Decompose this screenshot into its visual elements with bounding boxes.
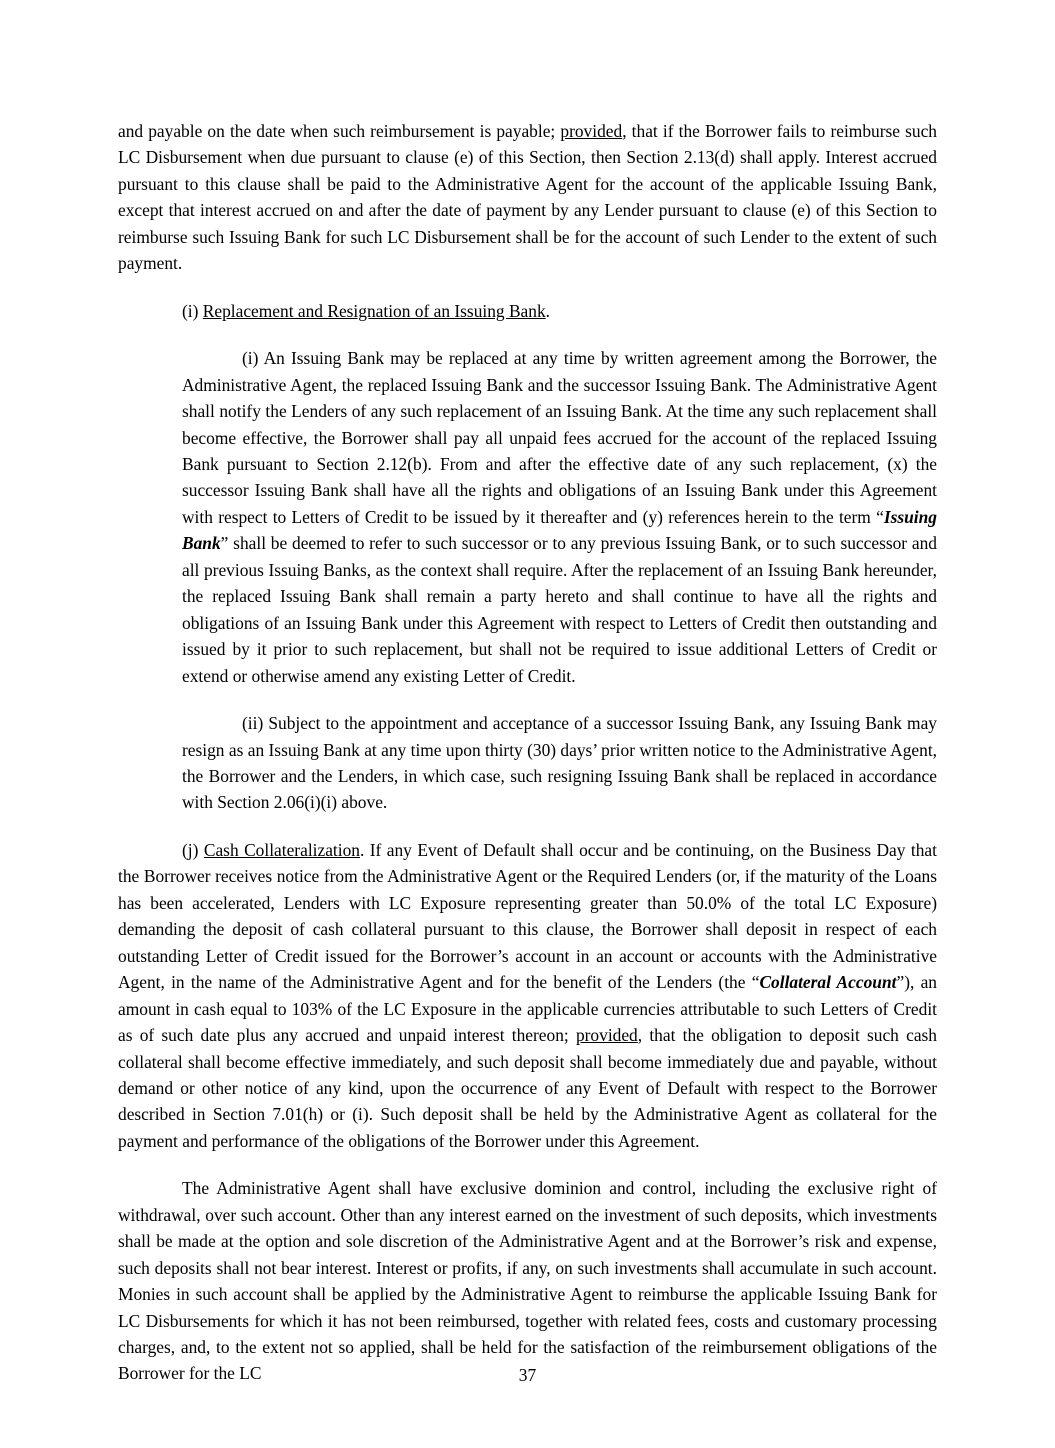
- clause-j-marker: (j): [182, 839, 204, 860]
- clause-i-sub-i-part1: (i) An Issuing Bank may be replaced at any time by written agreement among the Borrower, the Administrative Agent, the replaced Issuing Bank and the successor Issuing Bank. The Administrative Agent shall notify the Lenders of any such replacement of an Issuing Bank. At the time any such replacement shall become effective, the Borrower shall pay all unpaid fees accrued for the account of the replaced Issuing Bank pursuant to Section 2.12(b). From and after the effective date of any such replacement, (x) the successor Issuing Bank shall have all the rights and obligations of an Issuing Bank under this Agreement with respect to Letters of Credit to be issued by it thereafter and (y) references herein to the term “: [182, 348, 937, 527]
- clause-i-marker: (i): [182, 300, 203, 321]
- clause-j-part2: ”), an amount in cash equal to 103% of the LC Exposure in the applicable currencies attributable to such Letters of Credit as of such date plus any accrued and unpaid interest thereon;: [118, 972, 937, 1046]
- continuation-text-part1: and payable on the date when such reimbursement is payable;: [118, 121, 561, 141]
- paragraph-dominion-and-control: [118, 1175, 937, 1387]
- clause-j-title: Cash Collateralization: [203, 839, 360, 860]
- paragraph-continuation: [118, 118, 937, 277]
- clause-j-paragraph: [118, 837, 937, 1154]
- clause-i-trailing: .: [545, 300, 551, 321]
- clause-i-heading: [182, 298, 937, 324]
- clause-i-title: Replacement and Resignation of an Issuing Bank: [202, 300, 546, 321]
- clause-i-sub-ii-text: (ii) Subject to the appointment and acceptance of a successor Issuing Bank, any Issuing Bank may resign as an Issuing Bank at any time upon thirty (30) days’ prior written notice to the Administrative Agent, the Borrower and the Lenders, in which case, such resigning Issuing Bank shall be replaced in accordance with Section 2.06(i)(i) above.: [182, 713, 937, 813]
- clause-i-subclause-i: [182, 345, 937, 689]
- continuation-text-part2: , that if the Borrower fails to reimburse such LC Disbursement when due pursuant to clause (e) of this Section, then Section 2.13(d) shall apply. Interest accrued pursuant to this clause shall be paid to the Administrative Agent for the account of the applicable Issuing Bank, except that interest accrued on and after the date of payment by any Lender pursuant to clause (e) of this Section to reimburse such Issuing Bank for such LC Disbursement shall be for the account of such Lender to the extent of such payment.: [118, 121, 937, 274]
- defined-term-collateral-account: Collateral Account: [759, 972, 897, 993]
- document-body: [118, 118, 937, 1387]
- provided-underlined: provided: [560, 121, 623, 141]
- page-number: 37: [518, 1364, 537, 1385]
- clause-j-part3: , that the obligation to deposit such cash collateral shall become effective immediately, and such deposit shall become immediately due and payable, without demand or other notice of any kind, upon the occurrence of any Event of Default with respect to the Borrower described in Section 7.01(h) or (i). Such deposit shall be held by the Administrative Agent as collateral for the payment and performance of the obligations of the Borrower under this Agreement.: [118, 1025, 937, 1151]
- clause-j-part1: . If any Event of Default shall occur and be continuing, on the Business Day that the Borrower receives notice from the Administrative Agent or the Required Lenders (or, if the maturity of the Loans has been accelerated, Lenders with LC Exposure representing greater than 50.0% of the total LC Exposure) demanding the deposit of cash collateral pursuant to this clause, the Borrower shall deposit in respect of each outstanding Letter of Credit issued for the Borrower’s account in an account or accounts with the Administrative Agent, in the name of the Administrative Agent and for the benefit of the Lenders (the “: [118, 839, 937, 993]
- dominion-text: The Administrative Agent shall have exclusive dominion and control, including the exclusive right of withdrawal, over such account. Other than any interest earned on the investment of such deposits, which investments shall be made at the option and sole discretion of the Administrative Agent and at the Borrower’s risk and expense, such deposits shall not bear interest. Interest or profits, if any, on such investments shall accumulate in such account. Monies in such account shall be applied by the Administrative Agent to reimburse the applicable Issuing Bank for LC Disbursements for which it has not been reimbursed, together with related fees, costs and customary processing charges, and, to the extent not so applied, shall be held for the satisfaction of the reimbursement obligations of the Borrower for the LC: [118, 1178, 937, 1384]
- clause-i-subclause-ii: [182, 710, 937, 816]
- clause-i-sub-i-part2: ” shall be deemed to refer to such successor or to any previous Issuing Bank, or to such successor and all previous Issuing Banks, as the context shall require. After the replacement of an Issuing Bank hereunder, the replaced Issuing Bank shall remain a party hereto and shall continue to have all the rights and obligations of an Issuing Bank under this Agreement with respect to Letters of Credit then outstanding and issued by it prior to such replacement, but shall not be required to issue additional Letters of Credit or extend or otherwise amend any existing Letter of Credit.: [182, 533, 937, 686]
- defined-term-issuing-bank: Issuing Bank: [182, 506, 937, 554]
- clause-j-provided-underlined: provided: [575, 1025, 638, 1046]
